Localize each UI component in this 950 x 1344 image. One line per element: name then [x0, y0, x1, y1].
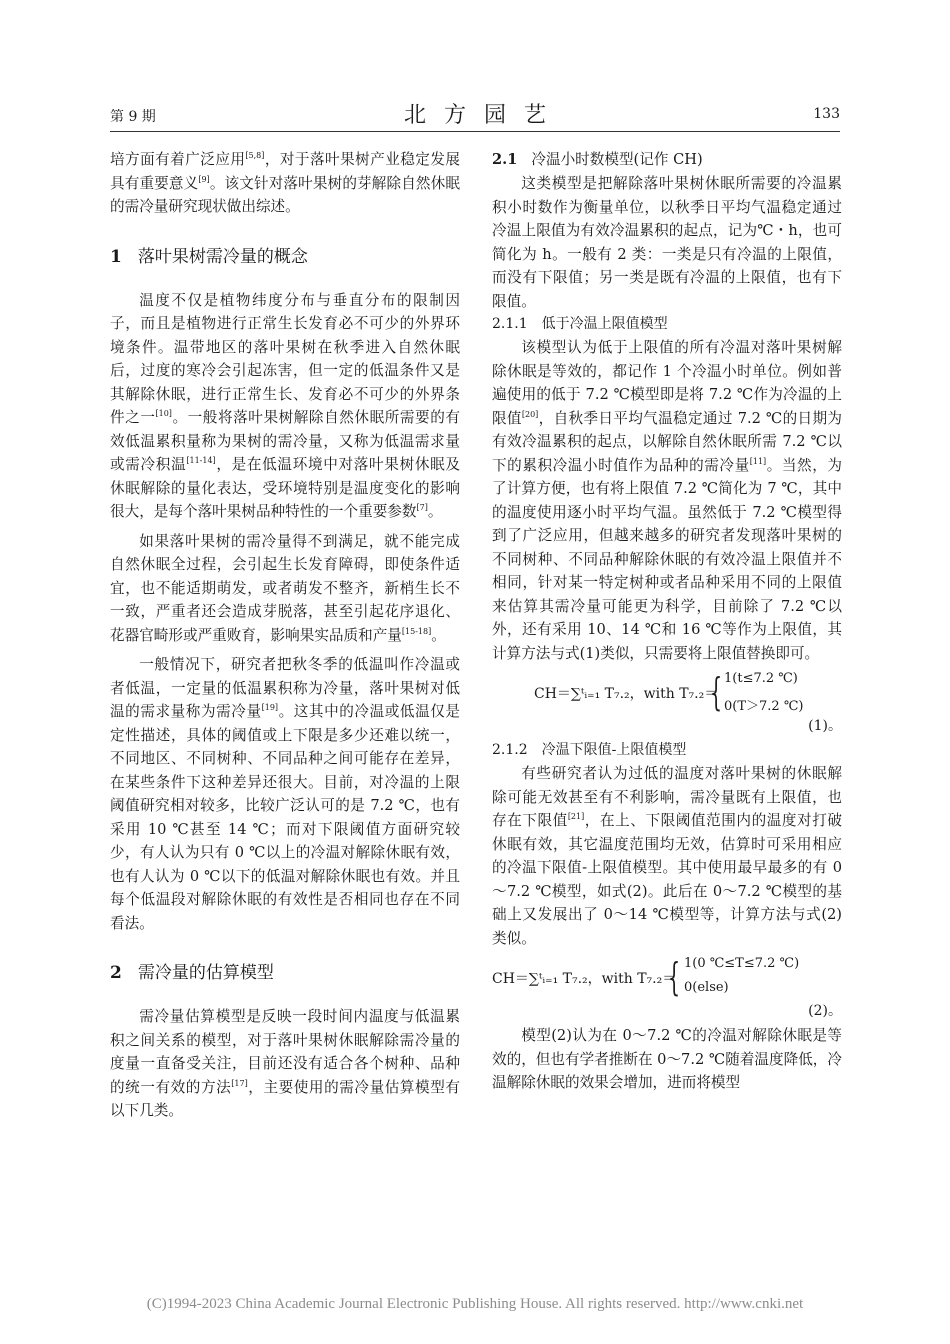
section-2-1-2-heading: 2.1.2 冷温下限值-上限值模型 — [492, 742, 687, 758]
intro-paragraph-end: 培方面有着广泛应用[5,8]，对于落叶果树产业稳定发展具有重要意义[9]。该文针对落叶果树的芽解除自然休眠的需冷量研究现状做出综述。 — [110, 151, 460, 215]
equation-2 — [492, 956, 842, 1002]
section-1-heading: 1 落叶果树需冷量的概念 — [110, 246, 308, 267]
equation-1 — [492, 671, 842, 717]
equation-2-case2: 0(else) — [684, 980, 729, 995]
equation-1-case1: 1(t≤7.2 ℃) — [724, 671, 798, 686]
paragraph: 温度不仅是植物纬度分布与垂直分布的限制因子，而且是植物进行正常生长发育必不可少的外界环境条件。温带地区的落叶果树在秋季进入自然休眠后，过度的寒冷会引起冻害，但一定的低温条件又是其解除休眠，进行正常生长、发育必不可少的外界条件之一[10]。一般将落叶果树解除自然休眠所需要的有效低温累积量称为果树的需冷量，又称为低温需求量或需冷积温[11-14]，是在低温环境中对落叶果树休眠及休眠解除的量化表达，受环境特别是温度变化的影响很大，是每个落叶果树品种特性的一个重要参数[7]。 — [110, 291, 460, 520]
journal-title: 北方园艺 — [403, 103, 564, 128]
equation-2-number: (2)。 — [808, 1003, 842, 1019]
header-rule — [110, 131, 840, 132]
paragraph: 有些研究者认为过低的温度对落叶果树的休眠解除可能无效甚至有不利影响，需冷量既有上限值，也存在下限值[21]，在上、下限阈值范围内的温度对打破休眠有效，其它温度范围均无效，估算时可采用相应的冷温下限值-上限值模型。其中使用最早最多的有 0～7.2 ℃模型，如式(2)。此后在 0～7.2 ℃模型的基础上又发展出了 0～14 ℃模型等，计算方法与式(2)类似。 — [492, 765, 842, 947]
section-2-1-1-heading: 2.1.1 低于冷温上限值模型 — [492, 316, 668, 332]
copyright-footer: (C)1994-2023 China Academic Journal Electronic Publishing House. All rights reserved. http://www.cnki.net — [146, 1296, 804, 1312]
section-2-1-heading: 2.1 冷温小时数模型(记作 CH) — [492, 151, 703, 168]
equation-1-brace: { — [710, 670, 723, 714]
equation-1-case2: 0(T＞7.2 ℃) — [724, 699, 804, 714]
page-header — [110, 98, 840, 128]
right-column — [492, 148, 842, 1095]
paragraph: 需冷量估算模型是反映一段时间内温度与低温累积之间关系的模型，对于落叶果树休眠解除需冷量的度量一直备受关注，目前还没有适合各个树种、品种的统一有效的方法[17]，主要使用的需冷量估算模型有以下几类。 — [110, 1008, 460, 1119]
section-2-heading: 2 需冷量的估算模型 — [110, 963, 274, 983]
paragraph: 该模型认为低于上限值的所有冷温对落叶果树解除休眠是等效的，都记作 1 个冷温小时单位。例如普遍使用的低于 7.2 ℃模型即是将 7.2 ℃作为冷温的上限值[20]，自秋季日平均气温稳定通过 7.2 ℃的日期为有效冷温累积的起点，以解除自然休眠所需 7.2 ℃以下的累积冷温小时值作为品种的需冷量[11]。当然，为了计算方便，也有将上限值 7.2 ℃简化为 7 ℃，其中的温度使用逐小时平均气温。虽然低于 7.2 ℃模型得到了广泛应用，但越来越多的研究者发现落叶果树的不同树种、不同品种解除休眠的有效冷温上限值并不相同，针对某一特定树种或者品种采用不同的上限值来估算其需冷量可能更为科学，目前除了 7.2 ℃以外，还有采用 10、14 ℃和 16 ℃等作为上限值，其计算方法与式(1)类似，只需要将上限值替换即可。 — [492, 339, 842, 662]
paragraph: 这类模型是把解除落叶果树休眠所需要的冷温累积小时数作为衡量单位，以秋季日平均气温稳定通过冷温上限值为有效冷温累积的起点，记为℃・h，也可简化为 h。一般有 2 类：一类是只有冷温的上限值，而没有下限值；另一类是既有冷温的上限值，也有下限值。 — [492, 175, 842, 310]
paragraph: 模型(2)认为在 0～7.2 ℃的冷温对解除休眠是等效的，但也有学者推断在 0～7.2 ℃随着温度降低，冷温解除休眠的效果会增加，进而将模型 — [492, 1027, 842, 1091]
page-number: 133 — [813, 106, 840, 122]
equation-2-case1: 1(0 ℃≤T≤7.2 ℃) — [684, 956, 800, 971]
issue-number: 第 9 期 — [110, 109, 156, 125]
equation-1-lhs: CH＝∑ᵗᵢ₌₁ T₇.₂，with T₇.₂＝ — [534, 686, 719, 702]
paragraph: 一般情况下，研究者把秋冬季的低温叫作冷温或者低温，一定量的低温累积称为冷量，落叶果树对低温的需求量称为需冷量[19]。这其中的冷温或低温仅是定性描述，具体的阈值或上下限是多少还难以统一，不同地区、不同树种、不同品种之间可能存在差异，在某些条件下这种差异还很大。目前，对冷温的上限阈值研究相对较多，比较广泛认可的是 7.2 ℃，也有采用 10 ℃甚至 14 ℃；而对下限阈值方面研究较少，有人认为只有 0 ℃以上的冷温对解除休眠有效，也有人认为 0 ℃以下的低温对解除休眠也有效。并且每个低温段对解除休眠的有效性是否相同也存在不同看法。 — [110, 656, 460, 932]
equation-2-lhs: CH＝∑ᵗᵢ₌₁ T₇.₂，with T₇.₂＝ — [492, 971, 677, 987]
left-column — [110, 148, 460, 1123]
paragraph: 如果落叶果树的需冷量得不到满足，就不能完成自然休眠全过程，会引起生长发育障碍，即使条件适宜，也不能适期萌发，或者萌发不整齐，新梢生长不一致，严重者还会造成芽脱落，甚至引起花序退化、花器官畸形或严重败育，影响果实品质和产量[15-18]。 — [110, 532, 460, 644]
equation-2-brace: { — [668, 955, 681, 999]
equation-1-number: (1)。 — [808, 718, 842, 734]
